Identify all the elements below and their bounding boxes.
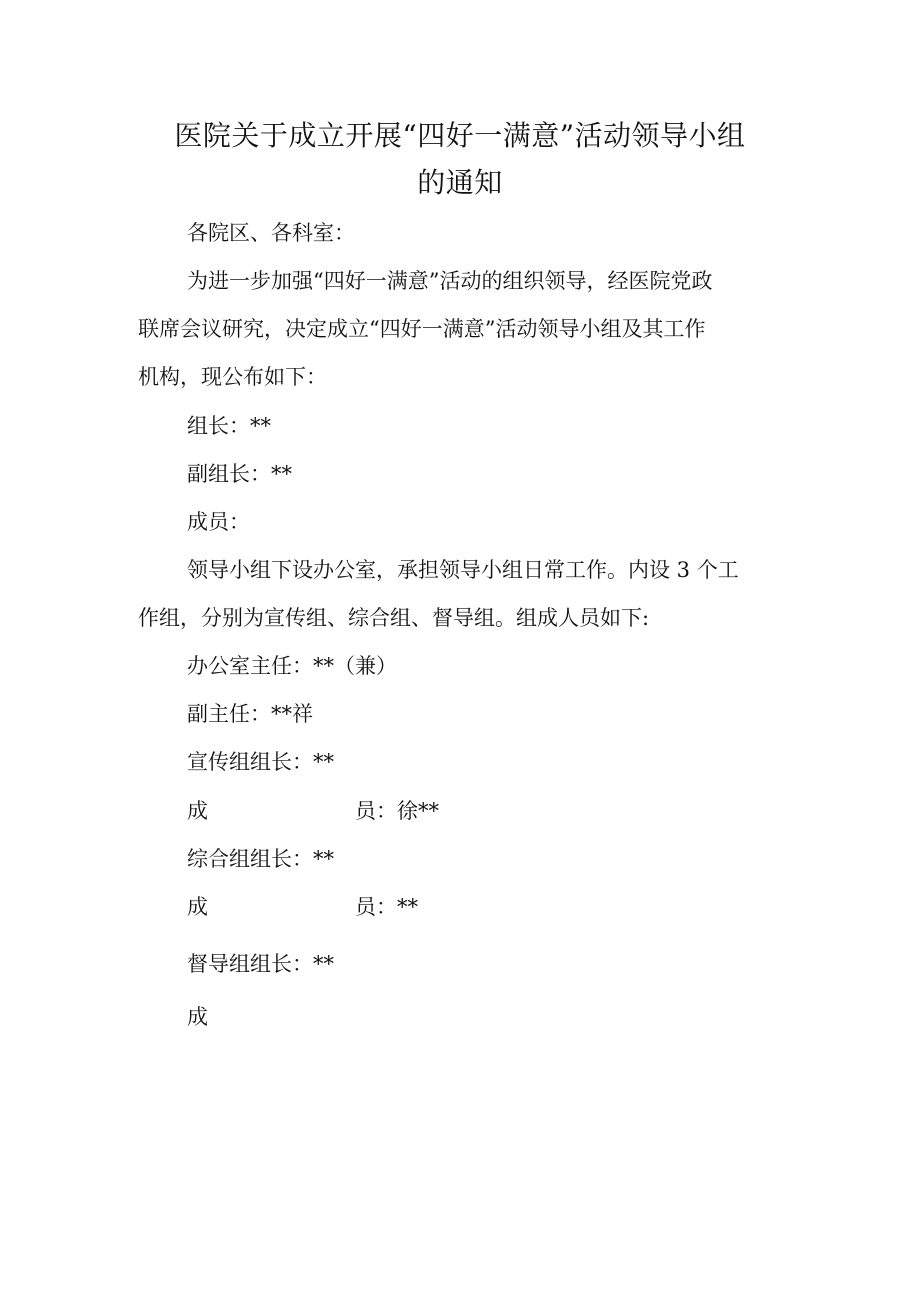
document-title-line1: 医院关于成立开展“四好一满意”活动领导小组 <box>174 119 746 152</box>
paragraph-1-line-2: 联席会议研究，决定成立“四好一满意”活动领导小组及其工作 <box>138 317 706 341</box>
publicity-leader-line: 宣传组组长：** <box>187 750 334 774</box>
paragraph-2-line-1: 领导小组下设办公室，承担领导小组日常工作。内设 3 个工 <box>187 558 739 582</box>
document-title-line2: 的通知 <box>417 166 503 199</box>
general-members-label-end: 员：** <box>355 895 418 919</box>
deputy-leader-line: 副组长：** <box>187 462 292 486</box>
general-leader-line: 综合组组长：** <box>187 847 334 871</box>
paragraph-1-line-3: 机构，现公布如下： <box>138 365 327 389</box>
salutation: 各院区、各科室： <box>187 221 355 245</box>
office-director-line: 办公室主任：**（兼） <box>187 654 397 678</box>
office-deputy-line: 副主任：**祥 <box>187 702 313 726</box>
publicity-members-label-start: 成 <box>187 799 208 823</box>
members-label: 成员： <box>187 510 250 534</box>
paragraph-2-line-2: 作组，分别为宣传组、综合组、督导组。组成人员如下: <box>138 606 650 630</box>
leader-line: 组长：** <box>187 414 271 438</box>
supervision-leader-line: 督导组组长：** <box>187 952 334 976</box>
supervision-members-label-start: 成 <box>187 1005 208 1029</box>
publicity-members-label-end: 员：徐** <box>355 799 439 823</box>
general-members-label-start: 成 <box>187 895 208 919</box>
paragraph-1-line-1: 为进一步加强“四好一满意”活动的组织领导，经医院党政 <box>187 269 713 293</box>
